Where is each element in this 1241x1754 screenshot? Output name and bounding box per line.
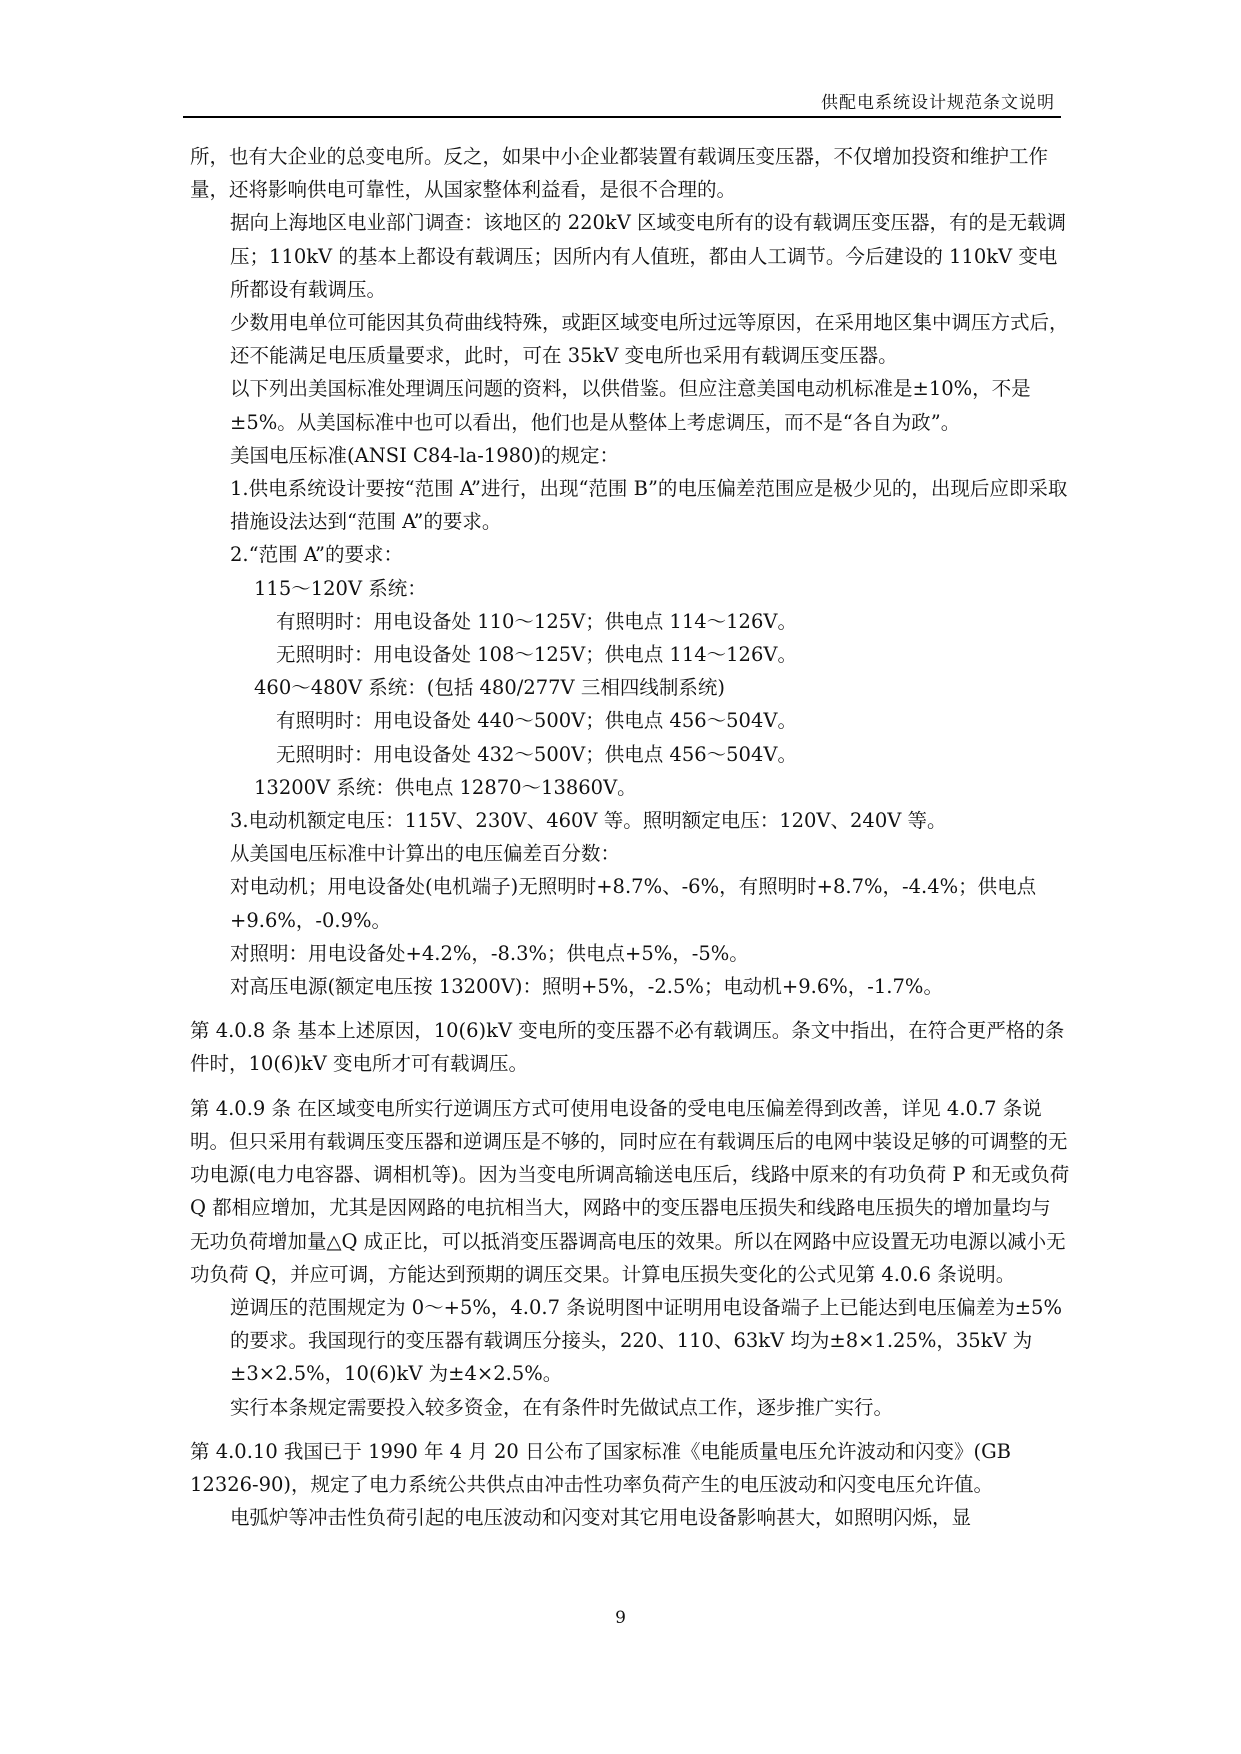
voltage-range-line: 无照明时：用电设备处 108～125V；供电点 114～126V。 bbox=[276, 643, 797, 667]
paragraph: 对电动机；用电设备处(电机端子)无照明时+8.7%、-6%，有照明时+8.7%，-4.4%；供电点+9.6%，-0.9%。 bbox=[230, 875, 1037, 932]
clause-4-0-8: 第 4.0.8 条 基本上述原因，10(6)kV 变电所的变压器不必有载调压。条文中指出，在符合更严格的条件时，10(6)kV 变电所才可有载调压。 bbox=[190, 1019, 1065, 1076]
clause-4-0-9: 第 4.0.9 条 在区域变电所实行逆调压方式可使用电设备的受电电压偏差得到改善，详见 4.0.7 条说明。但只采用有载调压变压器和逆调压是不够的，同时应在有载调压后的电网中装设足够的可调整的无功电源(电力电容器、调相机等)。因为当变电所调高输送电压后，线路中原来的有功负荷 P 和无或负荷 Q 都相应增加，尤其是因网路的电抗相当大，网路中的变压器电压损失和线路电压损失的增加量均与无功负荷增加量△Q 成正比，可以抵消变压器调高电压的效果。所以在网路中应设置无功电源以减小无功负荷 Q，并应可调，方能达到预期的调压交果。计算电压损失变化的公式见第 4.0.6 条说明。 bbox=[190, 1096, 1070, 1286]
paragraph: 对高压电源(额定电压按 13200V)：照明+5%，-2.5%；电动机+9.6%，-1.7%。 bbox=[230, 975, 943, 999]
page-number: 9 bbox=[615, 1608, 626, 1628]
system-heading: 13200V 系统：供电点 12870～13860V。 bbox=[254, 775, 637, 799]
paragraph: 对照明：用电设备处+4.2%，-8.3%；供电点+5%，-5%。 bbox=[230, 941, 749, 965]
list-item: 1.供电系统设计要按“范围 A”进行，出现“范围 B”的电压偏差范围应是极少见的，出现后应即采取措施设法达到“范围 A”的要求。 bbox=[230, 477, 1068, 534]
paragraph: 以下列出美国标准处理调压问题的资料，以供借鉴。但应注意美国电动机标准是±10%，不是±5%。从美国标准中也可以看出，他们也是从整体上考虑调压，而不是“各自为政”。 bbox=[230, 377, 1031, 434]
paragraph: 逆调压的范围规定为 0～+5%，4.0.7 条说明图中证明用电设备端子上已能达到电压偏差为±5%的要求。我国现行的变压器有载调压分接头，220、110、63kV 均为±8×1.25%，35kV 为±3×2.5%，10(6)kV 为±4×2.5%。 bbox=[230, 1295, 1062, 1386]
clause-4-0-10: 第 4.0.10 我国已于 1990 年 4 月 20 日公布了国家标准《电能质量电压允许波动和闪变》(GB 12326-90)，规定了电力系统公共供点由冲击性功率负荷产生的电压波动和闪变电压允许值。 bbox=[190, 1439, 1011, 1496]
list-item: 2.“范围 A”的要求： bbox=[230, 543, 403, 567]
list-item: 3.电动机额定电压：115V、230V、460V 等。照明额定电压：120V、240V 等。 bbox=[230, 809, 947, 833]
page-header bbox=[183, 88, 1061, 118]
voltage-range-line: 有照明时：用电设备处 110～125V；供电点 114～126V。 bbox=[276, 609, 797, 633]
voltage-range-line: 有照明时：用电设备处 440～500V；供电点 456～504V。 bbox=[276, 709, 797, 733]
document-body bbox=[190, 140, 1070, 1534]
paragraph: 从美国电压标准中计算出的电压偏差百分数： bbox=[230, 842, 621, 866]
paragraph: 美国电压标准(ANSI C84-la-1980)的规定： bbox=[230, 443, 620, 467]
paragraph: 所，也有大企业的总变电所。反之，如果中小企业都装置有载调压变压器，不仅增加投资和维护工作量，还将影响供电可靠性，从国家整体利益看，是很不合理的。 bbox=[190, 145, 1049, 202]
paragraph: 少数用电单位可能因其负荷曲线特殊，或距区域变电所过远等原因，在采用地区集中调压方式后，还不能满足电压质量要求，此时，可在 35kV 变电所也采用有载调压变压器。 bbox=[230, 311, 1069, 368]
paragraph: 据向上海地区电业部门调查：该地区的 220kV 区域变电所有的设有载调压变压器，有的是无载调压；110kV 的基本上都设有载调压；因所内有人值班，都由人工调节。今后建设的 110kV 变电所都设有载调压。 bbox=[230, 211, 1067, 301]
header-title: 供配电系统设计规范条文说明 bbox=[821, 93, 1055, 113]
paragraph: 电弧炉等冲击性负荷引起的电压波动和闪变对其它用电设备影响甚大，如照明闪烁，显 bbox=[230, 1506, 972, 1530]
system-heading: 115～120V 系统： bbox=[254, 576, 427, 600]
voltage-range-line: 无照明时：用电设备处 432～500V；供电点 456～504V。 bbox=[276, 742, 797, 766]
paragraph: 实行本条规定需要投入较多资金，在有条件时先做试点工作，逐步推广实行。 bbox=[230, 1395, 894, 1419]
system-heading: 460～480V 系统：(包括 480/277V 三相四线制系统) bbox=[254, 676, 725, 700]
